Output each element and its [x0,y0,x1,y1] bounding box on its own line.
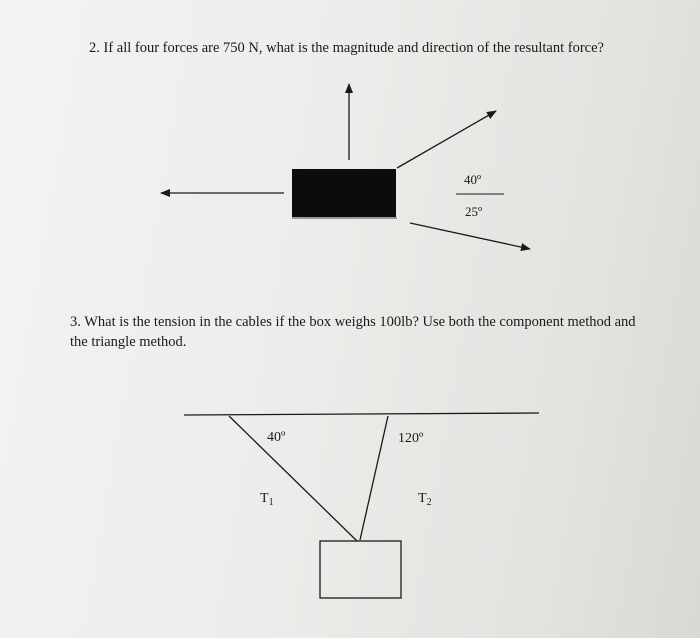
block [292,169,396,217]
tension-label-right: $T_2$ [418,491,432,508]
force-arrow-upper-right [397,111,496,168]
angle-label-right: 120º [398,431,424,446]
cable-diagram [184,413,539,598]
question-2-text: If all four forces are 750 N, what is the magnitude and direction of the resultant force? [103,40,604,56]
angle-label-left: 40º [267,430,286,445]
angle-label-40: 40º [464,172,482,187]
force-diagram [161,84,530,249]
cable-left [229,416,357,541]
hanging-box [320,541,401,598]
tension-label-left: $T_1$ [260,491,274,508]
ceiling-line [184,413,539,415]
question-3-number: 3. [70,314,81,330]
question-2-number: 2. [89,40,100,56]
question-3-text: What is the tension in the cables if the box weighs 100lb? Use both the component method and the triangle method. [70,314,636,350]
angle-label-25: 25º [465,204,483,219]
force-arrow-lower-right [410,223,530,249]
cable-right [360,416,388,540]
